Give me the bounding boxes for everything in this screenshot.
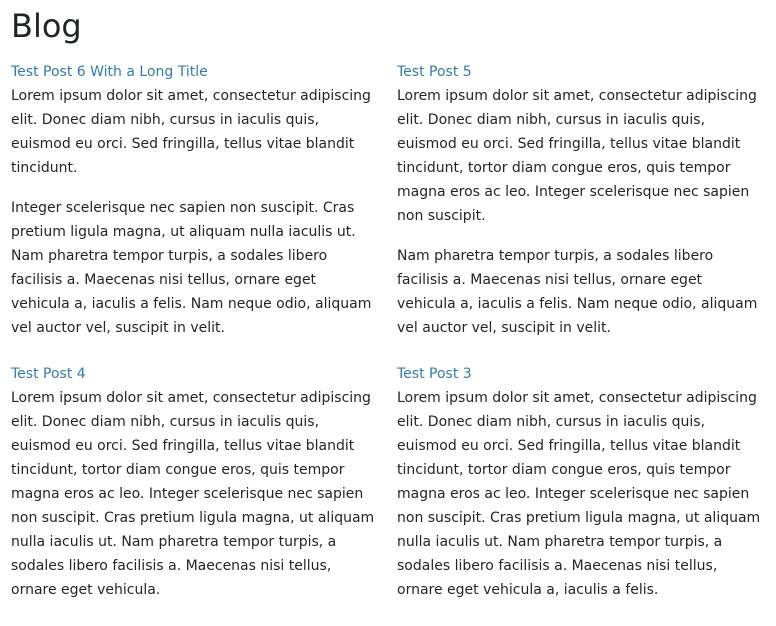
post-paragraph: Integer scelerisque nec sapien non suscipit. Cras pretium ligula magna, ut aliquam nulla iaculis ut. Nam pharetra tempor turpis, a sodales libero facilisis a. Maecenas nisi tellus, ornare eget vehicula a, iaculis a felis. Nam neque odio, aliquam vel auctor vel, suscipit in velit. xyxy=(11,200,372,336)
post-title-link[interactable]: Test Post 6 With a Long Title xyxy=(11,64,208,80)
post-card xyxy=(397,362,761,602)
post-card xyxy=(11,60,375,340)
post-paragraph: Lorem ipsum dolor sit amet, consectetur adipiscing elit. Donec diam nibh, cursus in iaculis quis, euismod eu orci. Sed fringilla, tellus vitae blandit tincidunt. xyxy=(11,88,371,176)
post-card xyxy=(397,60,761,340)
post-title-link[interactable]: Test Post 5 xyxy=(397,64,472,80)
post-card xyxy=(11,362,375,602)
page-title: Blog xyxy=(11,7,82,45)
post-paragraph: Lorem ipsum dolor sit amet, consectetur adipiscing elit. Donec diam nibh, cursus in iaculis quis, euismod eu orci. Sed fringilla, tellus vitae blandit tincidunt, tortor diam congue eros, quis tempor magna eros ac leo. Integer scelerisque nec sapien non suscipit. Cras pretium ligula magna, ut aliquam nulla iaculis ut. Nam pharetra tempor turpis, a sodales libero facilisis a. Maecenas nisi tellus, ornare eget vehicula. xyxy=(11,390,375,598)
post-grid xyxy=(11,60,765,602)
post-paragraph: Nam pharetra tempor turpis, a sodales libero facilisis a. Maecenas nisi tellus, ornare eget vehicula a, iaculis a felis. Nam neque odio, aliquam vel auctor vel, suscipit in velit. xyxy=(397,248,758,336)
post-paragraph: Lorem ipsum dolor sit amet, consectetur adipiscing elit. Donec diam nibh, cursus in iaculis quis, euismod eu orci. Sed fringilla, tellus vitae blandit tincidunt, tortor diam congue eros, quis tempor magna eros ac leo. Integer scelerisque nec sapien non suscipit. xyxy=(397,88,757,224)
post-paragraph: Lorem ipsum dolor sit amet, consectetur adipiscing elit. Donec diam nibh, cursus in iaculis quis, euismod eu orci. Sed fringilla, tellus vitae blandit tincidunt, tortor diam congue eros, quis tempor magna eros ac leo. Integer scelerisque nec sapien non suscipit. Cras pretium ligula magna, ut aliquam nulla iaculis ut. Nam pharetra tempor turpis, a sodales libero facilisis a. Maecenas nisi tellus, ornare eget vehicula a, iaculis a felis. xyxy=(397,390,761,598)
post-title-link[interactable]: Test Post 4 xyxy=(11,366,86,382)
post-title-link[interactable]: Test Post 3 xyxy=(397,366,472,382)
